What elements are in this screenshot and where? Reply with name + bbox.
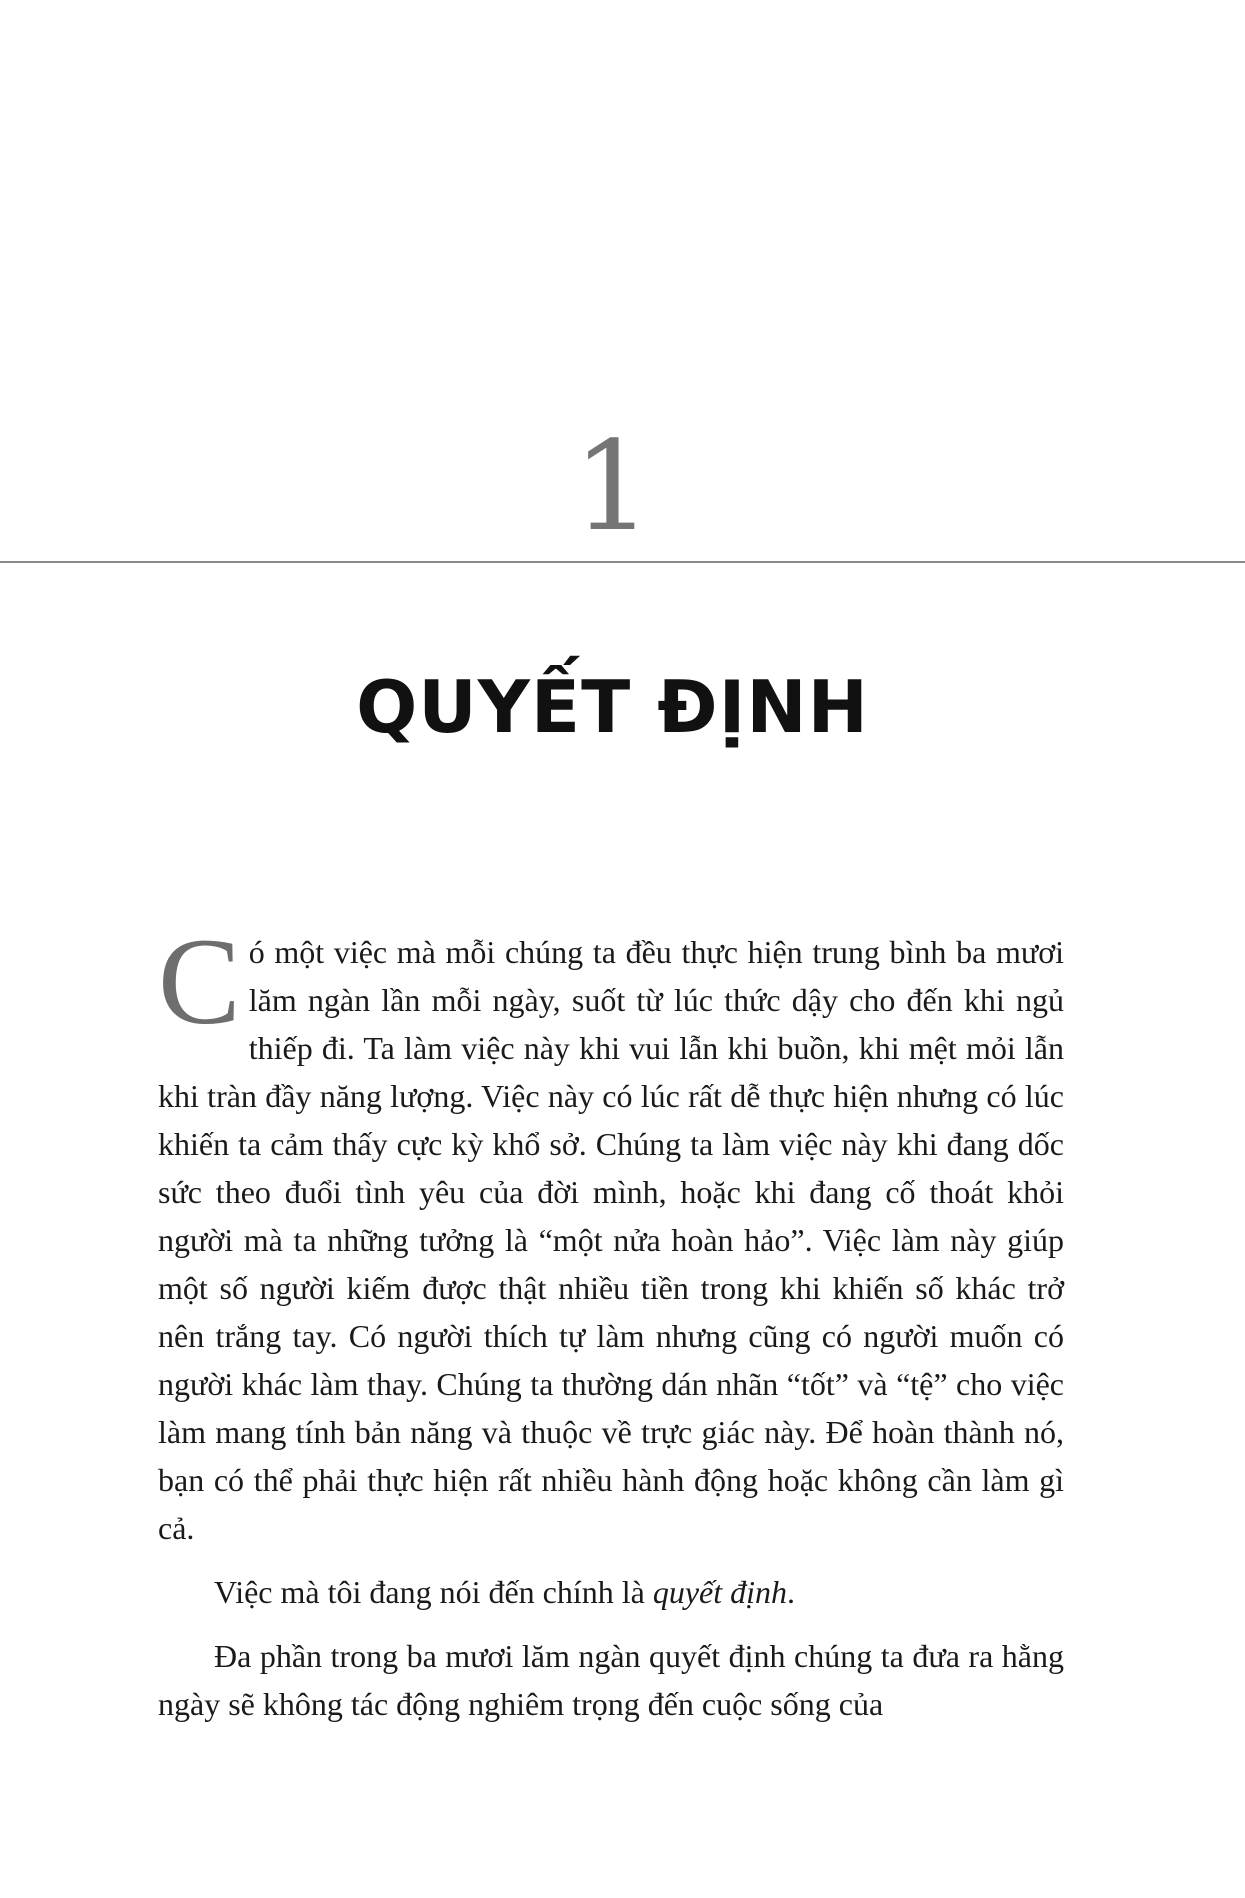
chapter-title: QUYẾT ĐỊNH [356, 665, 869, 749]
body-text [158, 913, 1064, 1744]
paragraph-2-suffix: . [787, 1574, 796, 1610]
paragraph-2 [158, 1568, 1064, 1616]
paragraph-2-prefix: Việc mà tôi đang nói đến chính là [214, 1574, 653, 1610]
paragraph-1-text: ó một việc mà mỗi chúng ta đều thực hiện trung bình ba mươi lăm ngàn lần mỗi ngày, suốt từ lúc thức dậy cho đến khi ngủ thiếp đi. Ta làm việc này khi vui lẫn khi buồn, khi mệt mỏi lẫn khi tràn đầy năng lượng. Việc này có lúc rất dễ thực hiện nhưng có lúc khiến ta cảm thấy cực kỳ khổ sở. Chúng ta làm việc này khi đang dốc sức theo đuổi tình yêu của đời mình, hoặc khi đang cố thoát khỏi người mà ta những tưởng là “một nửa hoàn hảo”. Việc làm này giúp một số người kiếm được thật nhiều tiền trong khi khiến số khác trở nên trắng tay. Có người thích tự làm nhưng cũng có người muốn có người khác làm thay. Chúng ta thường dán nhãn “tốt” và “tệ” cho việc làm mang tính bản năng và thuộc về trực giác này. Để hoàn thành nó, bạn có thể phải thực hiện rất nhiều hành động hoặc không cần làm gì cả. [158, 934, 1064, 1546]
drop-cap: C [158, 913, 241, 1050]
paragraph-2-emphasis: quyết định [652, 1574, 788, 1610]
chapter-divider [0, 561, 1245, 563]
paragraph-1 [158, 913, 1064, 1552]
paragraph-3: Đa phần trong ba mươi lăm ngàn quyết định chúng ta đưa ra hằng ngày sẽ không tác động nghiêm trọng đến cuộc sống của [158, 1638, 1064, 1722]
chapter-number: 1 [573, 415, 652, 559]
